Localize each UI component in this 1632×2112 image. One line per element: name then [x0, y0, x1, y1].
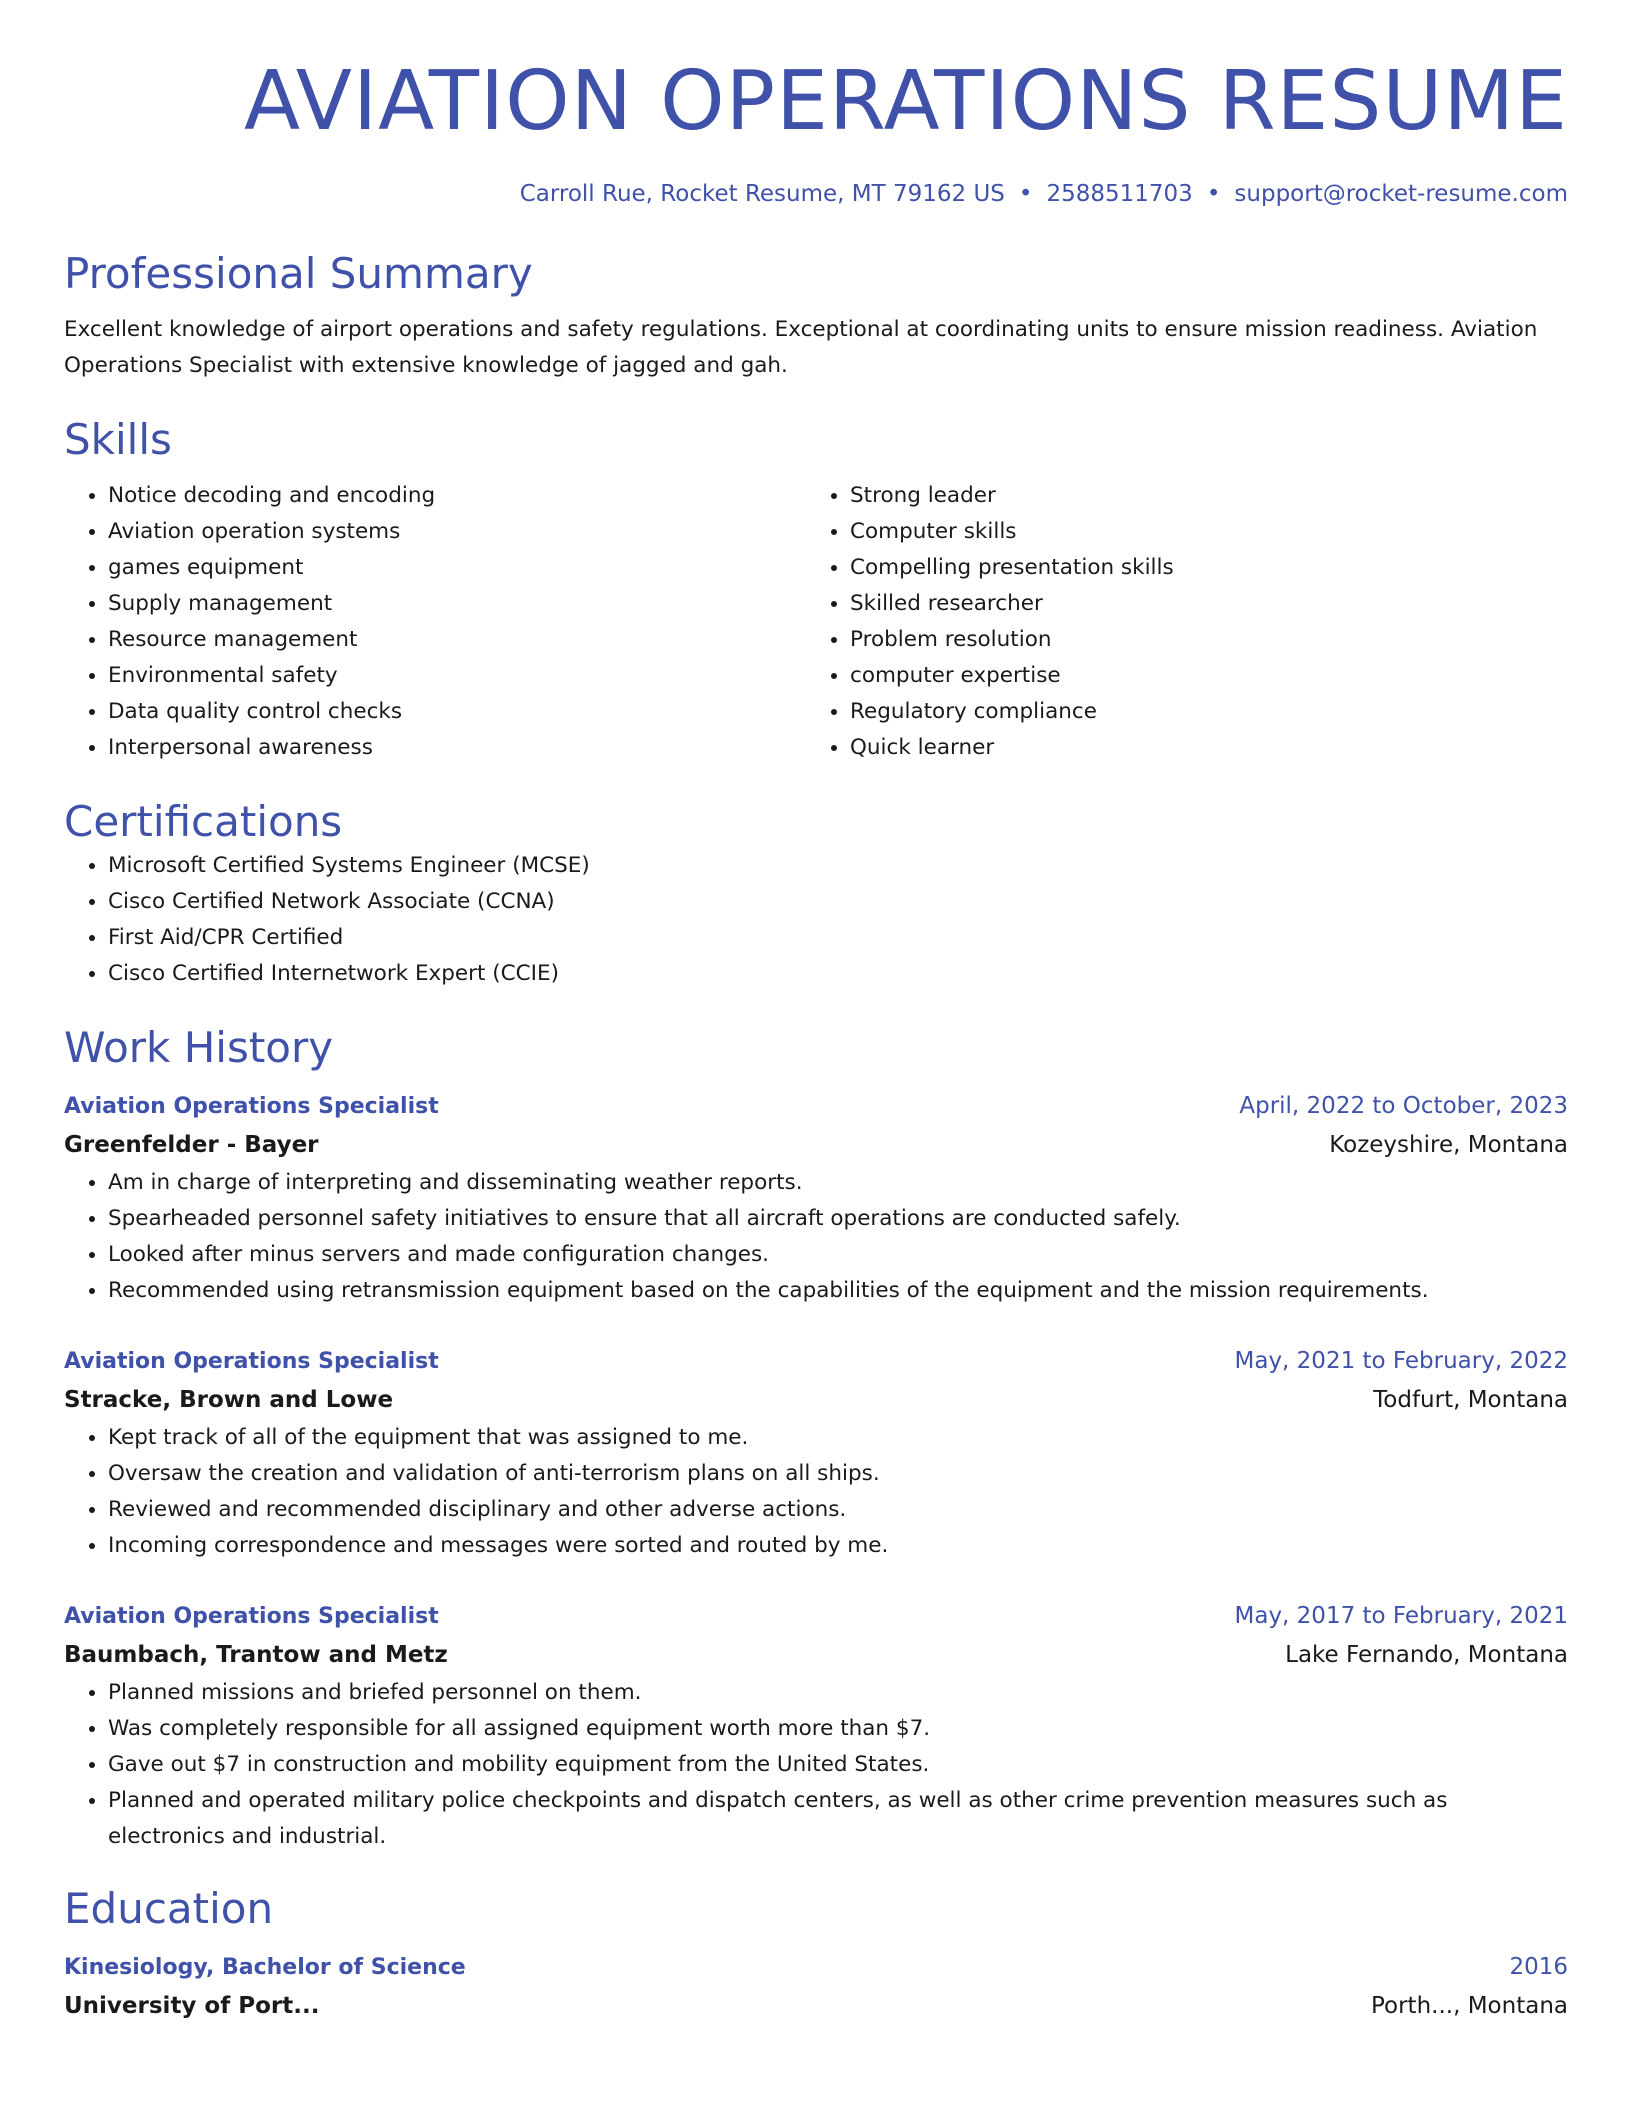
education-heading: Education: [64, 1884, 274, 1933]
contact-separator: •: [1206, 181, 1221, 207]
job-dates: May, 2021 to February, 2022: [1234, 1348, 1568, 1374]
skill-item: • computer expertise: [850, 658, 1548, 694]
skill-item: • Regulatory compliance: [850, 694, 1548, 730]
job-company: Stracke, Brown and Lowe: [64, 1387, 394, 1413]
skill-item: • Skilled researcher: [850, 586, 1548, 622]
job-duty: • Incoming correspondence and messages were sorted and routed by me.: [108, 1528, 1568, 1564]
resume-title: AVIATION OPERATIONS RESUME: [244, 54, 1568, 149]
skill-item: • games equipment: [108, 550, 806, 586]
contact-line: [64, 178, 1568, 210]
education-location: Porth..., Montana: [1370, 1993, 1568, 2019]
education-entry: [64, 1949, 1568, 2026]
skill-item: • Aviation operation systems: [108, 514, 806, 550]
education-year: 2016: [1509, 1954, 1568, 1980]
job-location: Todfurt, Montana: [1373, 1387, 1568, 1413]
job-duty: • Was completely responsible for all assigned equipment worth more than $7.: [108, 1711, 1568, 1747]
job-entry: [64, 1598, 1568, 1855]
job-company: Greenfelder - Bayer: [64, 1132, 319, 1158]
job-duty: • Reviewed and recommended disciplinary and other adverse actions.: [108, 1492, 1568, 1528]
skill-item: • Resource management: [108, 622, 806, 658]
resume-page: [64, 52, 1568, 2026]
skills-column-right: [806, 478, 1548, 766]
job-duties-list: [64, 1675, 1568, 1855]
job-duty: • Oversaw the creation and validation of anti-terrorism plans on all ships.: [108, 1456, 1568, 1492]
job-title: Aviation Operations Specialist: [64, 1604, 439, 1629]
skill-item: • Interpersonal awareness: [108, 730, 806, 766]
education-degree: Kinesiology, Bachelor of Science: [64, 1955, 466, 1980]
certifications-list: [64, 848, 1568, 992]
certifications-heading: Certifications: [64, 797, 343, 846]
skill-item: • Quick learner: [850, 730, 1548, 766]
job-entry: [64, 1088, 1568, 1309]
skills-list-right: [806, 478, 1548, 766]
certification-item: • Microsoft Certified Systems Engineer (MCSE): [108, 848, 1568, 884]
contact-separator: •: [1018, 181, 1033, 207]
contact-phone: 2588511703: [1046, 181, 1193, 207]
contact-address: Carroll Rue, Rocket Resume, MT 79162 US: [519, 181, 1005, 207]
job-duty: • Gave out $7 in construction and mobility equipment from the United States.: [108, 1747, 1568, 1783]
job-duty: • Planned and operated military police checkpoints and dispatch centers, as well as other crime prevention measures such as electronics and industrial.: [108, 1783, 1568, 1855]
skills-heading: Skills: [64, 415, 172, 464]
summary-text: Excellent knowledge of airport operations and safety regulations. Exceptional at coordinating units to ensure mission readiness. Aviation Operations Specialist with extensive knowledge of jagged and gah.: [64, 317, 1538, 378]
skills-column-left: [64, 478, 806, 766]
skill-item: • Problem resolution: [850, 622, 1548, 658]
job-dates: April, 2022 to October, 2023: [1239, 1093, 1568, 1119]
job-company-row: [64, 1635, 1568, 1675]
skills-list-left: [64, 478, 806, 766]
job-location: Lake Fernando, Montana: [1285, 1642, 1568, 1668]
job-duty: • Looked after minus servers and made configuration changes.: [108, 1237, 1568, 1273]
skill-item: • Computer skills: [850, 514, 1548, 550]
skill-item: • Data quality control checks: [108, 694, 806, 730]
skill-item: • Supply management: [108, 586, 806, 622]
skill-item: • Compelling presentation skills: [850, 550, 1548, 586]
job-title: Aviation Operations Specialist: [64, 1349, 439, 1374]
job-duties-list: [64, 1165, 1568, 1309]
certification-item: • First Aid/CPR Certified: [108, 920, 1568, 956]
skill-item: • Strong leader: [850, 478, 1548, 514]
job-duty: • Spearheaded personnel safety initiatives to ensure that all aircraft operations are conducted safely.: [108, 1201, 1568, 1237]
certification-item: • Cisco Certified Internetwork Expert (CCIE): [108, 956, 1568, 992]
job-duties-list: [64, 1420, 1568, 1564]
work-history-heading: Work History: [64, 1023, 334, 1072]
skill-item: • Environmental safety: [108, 658, 806, 694]
job-entry: [64, 1343, 1568, 1564]
job-duty: • Am in charge of interpreting and disseminating weather reports.: [108, 1165, 1568, 1201]
job-header-row: [64, 1598, 1568, 1635]
job-company: Baumbach, Trantow and Metz: [64, 1642, 448, 1668]
job-location: Kozeyshire, Montana: [1329, 1132, 1568, 1158]
education-school-row: [64, 1986, 1568, 2026]
job-dates: May, 2017 to February, 2021: [1234, 1603, 1568, 1629]
certification-item: • Cisco Certified Network Associate (CCNA): [108, 884, 1568, 920]
skill-item: • Notice decoding and encoding: [108, 478, 806, 514]
job-company-row: [64, 1125, 1568, 1165]
contact-email[interactable]: support@rocket-resume.com: [1234, 181, 1568, 207]
education-header-row: [64, 1949, 1568, 1986]
job-title: Aviation Operations Specialist: [64, 1094, 439, 1119]
skills-grid: [64, 478, 1568, 766]
job-duty: • Recommended using retransmission equipment based on the capabilities of the equipment and the mission requirements.: [108, 1273, 1568, 1309]
job-duty: • Kept track of all of the equipment that was assigned to me.: [108, 1420, 1568, 1456]
job-company-row: [64, 1380, 1568, 1420]
education-school: University of Port...: [64, 1993, 320, 2019]
job-header-row: [64, 1343, 1568, 1380]
summary-heading: Professional Summary: [64, 249, 533, 298]
job-duty: • Planned missions and briefed personnel on them.: [108, 1675, 1568, 1711]
job-header-row: [64, 1088, 1568, 1125]
